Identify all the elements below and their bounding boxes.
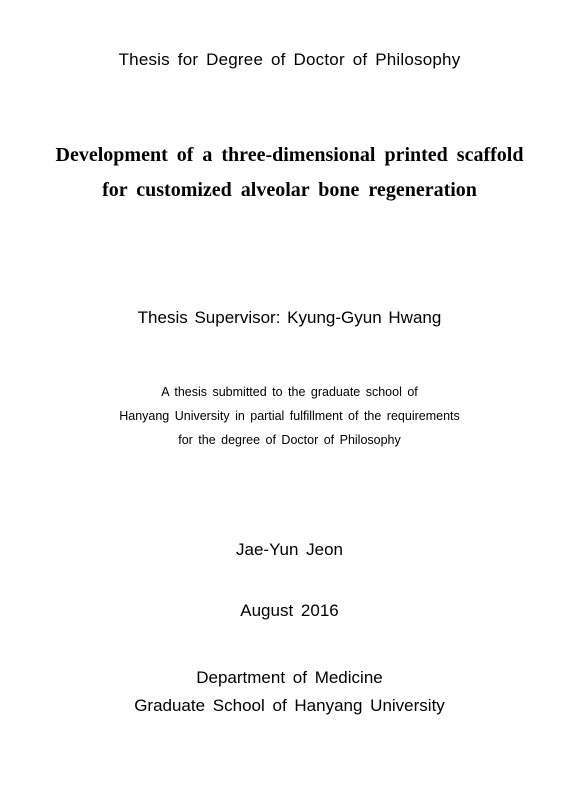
author-name: Jae-Yun Jeon xyxy=(236,540,343,559)
thesis-title-line-1: Development of a three-dimensional printed scaffold xyxy=(55,144,524,166)
degree-line: Thesis for Degree of Doctor of Philosophy xyxy=(118,50,461,69)
thesis-title xyxy=(0,138,579,208)
submission-statement-line-3: for the degree of Doctor of Philosophy xyxy=(178,433,401,447)
supervisor-line: Thesis Supervisor: Kyung-Gyun Hwang xyxy=(137,308,442,327)
affiliation xyxy=(0,664,579,720)
submission-statement xyxy=(0,380,579,452)
school-name: Graduate School of Hanyang University xyxy=(134,696,445,715)
submission-statement-line-1: A thesis submitted to the graduate school of xyxy=(161,385,418,399)
submission-statement-line-2: Hanyang University in partial fulfillment of the requirements xyxy=(119,409,460,423)
submission-date: August 2016 xyxy=(240,601,339,620)
department-name: Department of Medicine xyxy=(196,668,383,687)
thesis-title-line-2: for customized alveolar bone regeneration xyxy=(102,179,477,201)
